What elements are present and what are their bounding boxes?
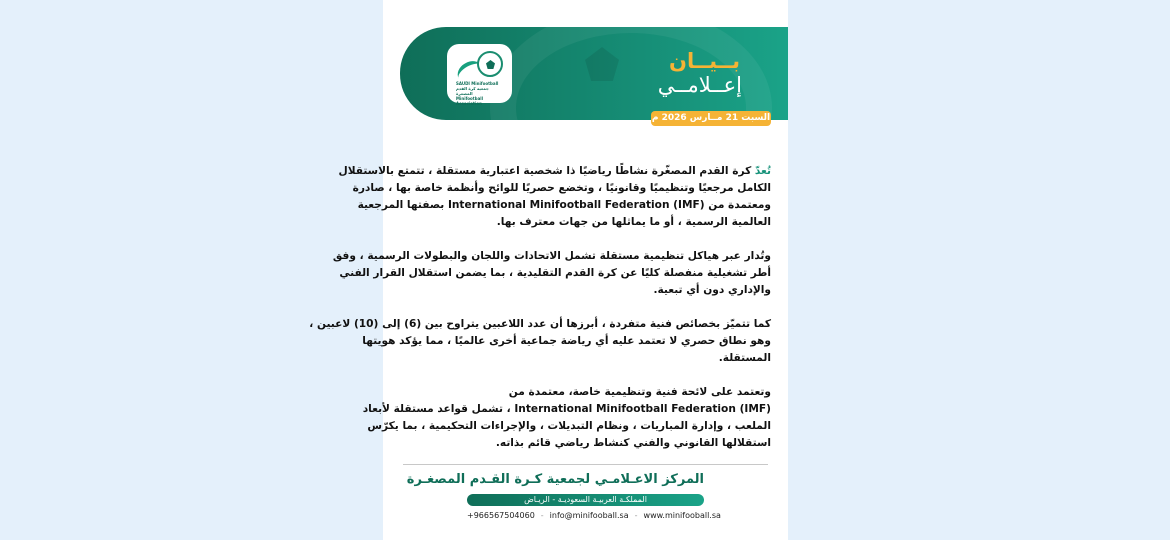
association-logo: [447, 44, 512, 106]
logo-text-en2: Minifootball Association: [456, 96, 484, 106]
paragraph: [309, 316, 771, 367]
paragraph: [332, 248, 771, 299]
text-line: الملعب ، وإدارة المباريات ، ونظام التبديلات ، والإجراءات التحكيمية ، بما يكرّس: [367, 420, 771, 432]
header-banner: [400, 27, 788, 120]
text-line: وتعتمد على لائحة فنية وتنظيمية خاصة، معتمدة من: [508, 386, 771, 398]
text-line: العالمية الرسمية ، أو ما يماثلها من جهات معترف بها.: [496, 216, 771, 228]
footer-divider: [403, 464, 768, 465]
text-line: (IMF) International Minifootball Federation ، تشمل قواعد مستقلة لأبعاد: [362, 403, 771, 415]
footer-location: المملكـة العربيـة السعوديـة - الريـاض: [467, 494, 704, 506]
separator: -: [634, 511, 638, 520]
text-line-part: كرة القدم المصغّرة نشاطًا رياضيًا ذا شخصية اعتبارية مستقلة ، تتمتع بالاستقلال: [338, 165, 755, 177]
logo-text: [456, 81, 506, 106]
paragraph: [338, 163, 771, 231]
text-line: ومعتمدة من International Minifootball Federation (IMF) بصفتها المرجعية: [357, 199, 771, 211]
text-line: والإداري دون أي تبعية.: [653, 284, 771, 296]
text-line: الكامل مرجعيًا وتنظيميًا وقانونيًا ، وتخضع حصريًا للوائح وأنظمة خاصة بها ، صادرة: [352, 182, 771, 194]
text-line: وتُدار عبر هياكل تنظيمية مستقلة تشمل الاتحادات واللجان والبطولات الرسمية ، وفق: [332, 250, 771, 262]
paragraph: [362, 384, 771, 452]
text-line: [338, 163, 771, 180]
text-line: المستقلة.: [718, 352, 771, 364]
text-line: أطر تشغيلية منفصلة كليًا عن كرة القدم التقليدية ، بما يضمن استقلال القرار الفني: [339, 267, 771, 279]
email-link[interactable]: info@minifooball.sa: [549, 511, 629, 520]
text-line: كما تتميّز بخصائص فنية متفردة ، أبرزها أن عدد اللاعبين يتراوح بين (6) إلى (10) لاعبين ،: [309, 318, 771, 330]
date-badge: السبت 21 مــارس 2026 م: [651, 111, 771, 126]
logo-text-ar: جمعية كرة القدم المصغرة: [456, 86, 489, 96]
footer-contact: [467, 511, 721, 520]
football-icon: [477, 51, 503, 77]
logo-text-en: SAUDI Minifootball: [456, 81, 499, 86]
separator: -: [540, 511, 544, 520]
website-link[interactable]: www.minifooball.sa: [643, 511, 721, 520]
text-line: استقلالها القانوني والفني كنشاط رياضي قائم بذاته.: [495, 437, 771, 449]
accent-word: تُعدّ: [754, 165, 771, 177]
footer-title: المركز الاعـلامـي لجمعية كـرة القـدم المصغـرة: [406, 472, 704, 487]
title-statement: بــيــان: [669, 49, 740, 73]
text-line: وهو نطاق حصري لا تعتمد عليه أي رياضة جماعية أخرى عالميًا ، مما يؤكد هويتها: [362, 335, 771, 347]
statement-body: [309, 163, 771, 469]
press-release-page: [309, 0, 788, 540]
title-media: إعــلامــي: [657, 73, 742, 97]
phone-number: +966567504060: [467, 511, 535, 520]
